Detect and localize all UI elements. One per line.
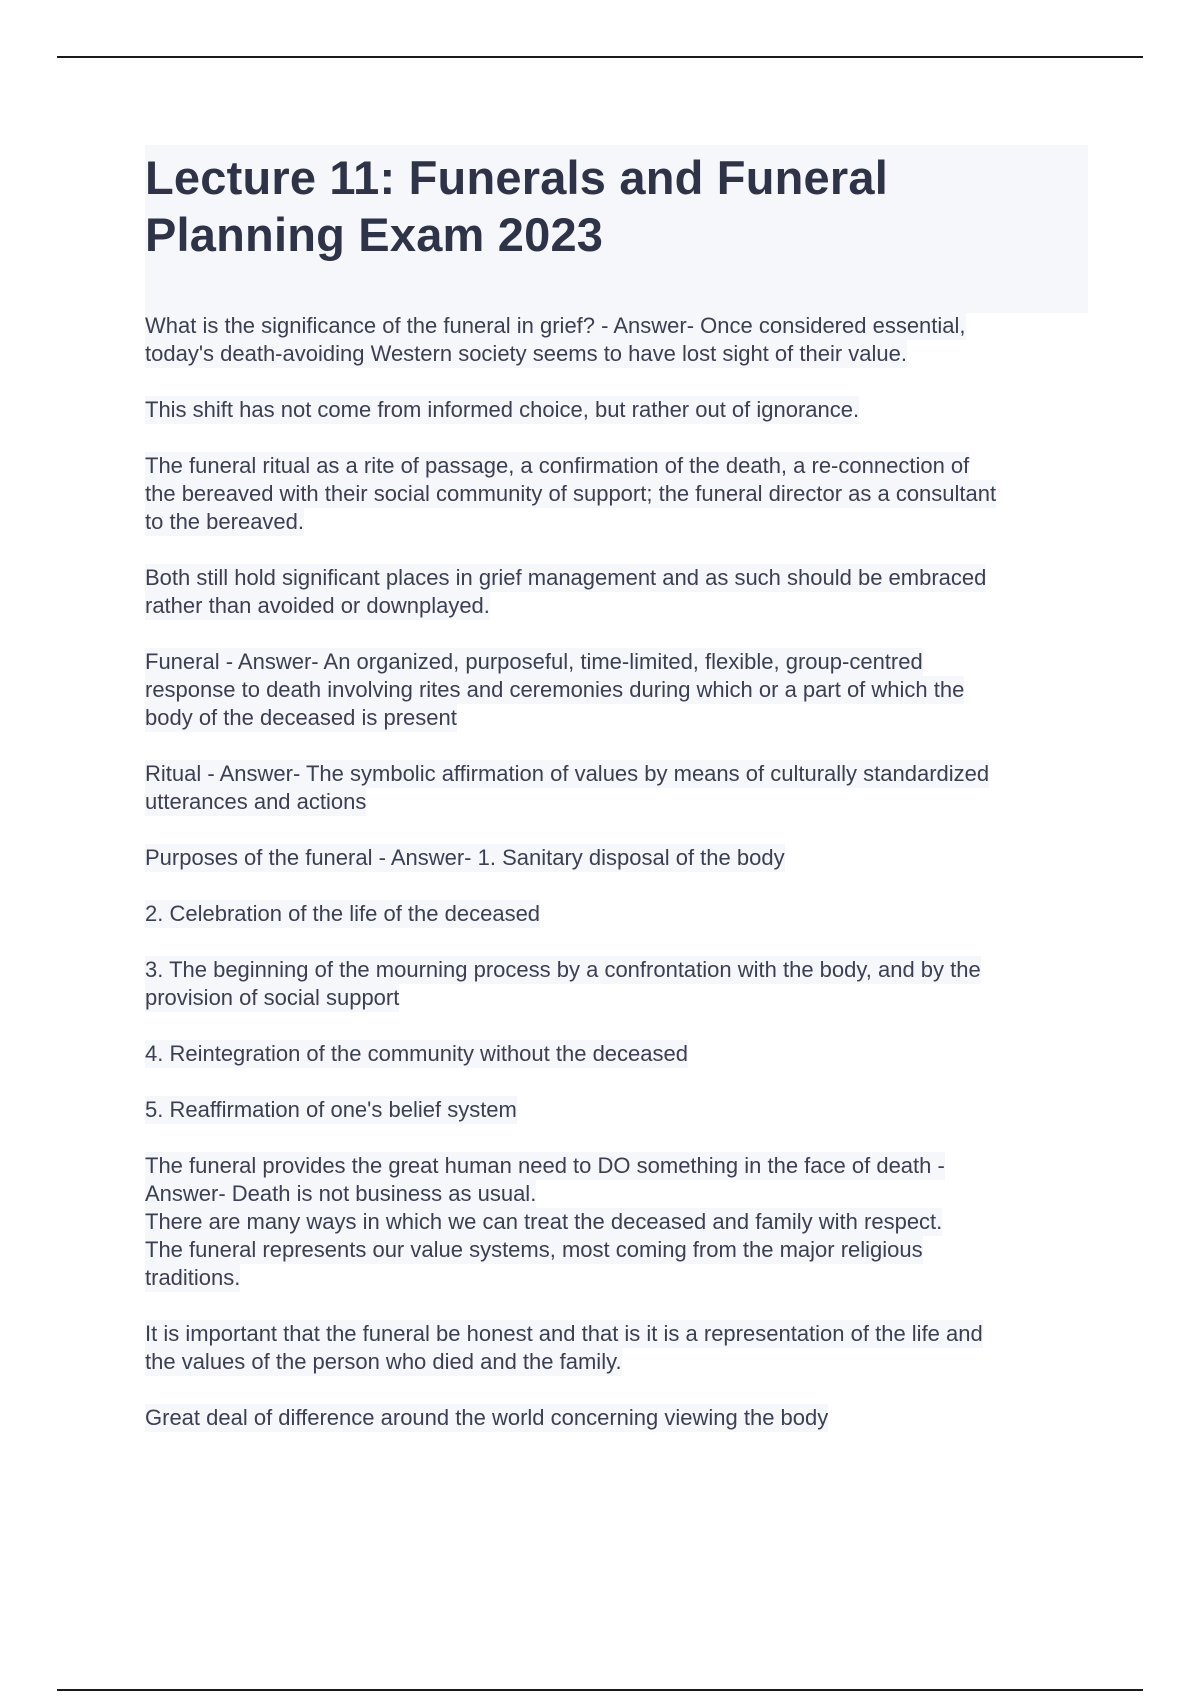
top-page-rule	[57, 56, 1143, 58]
paragraph-purpose-5	[145, 1096, 1095, 1124]
title-line: Planning Exam 2023	[145, 208, 604, 261]
text-line: This shift has not come from informed choice, but rather out of ignorance.	[145, 397, 860, 422]
document-body	[145, 312, 1095, 1460]
paragraph-viewing-body	[145, 1404, 1095, 1432]
text-line: Purposes of the funeral - Answer- 1. Sanitary disposal of the body	[145, 845, 785, 870]
text-line: 5. Reaffirmation of one's belief system	[145, 1097, 517, 1122]
text-line: 3. The beginning of the mourning process by a confrontation with the body, and by the	[145, 957, 981, 982]
text-line: to the bereaved.	[145, 509, 305, 534]
text-line: Funeral - Answer- An organized, purposeful, time-limited, flexible, group-centred	[145, 649, 923, 674]
paragraph-significance	[145, 312, 1095, 368]
paragraph-shift	[145, 396, 1095, 424]
paragraph-ritual-passage	[145, 452, 1095, 536]
paragraph-purpose-4	[145, 1040, 1095, 1068]
text-line: today's death-avoiding Western society seems to have lost sight of their value.	[145, 341, 907, 366]
text-line: The funeral ritual as a rite of passage, a confirmation of the death, a re-connection of	[145, 453, 970, 478]
text-line: The funeral provides the great human need to DO something in the face of death -	[145, 1153, 945, 1178]
text-line: There are many ways in which we can treat the deceased and family with respect.	[145, 1209, 943, 1234]
text-line: utterances and actions	[145, 789, 367, 814]
text-line: 4. Reintegration of the community without the deceased	[145, 1041, 688, 1066]
title-line: Lecture 11: Funerals and Funeral	[145, 151, 888, 204]
text-line: It is important that the funeral be honest and that is it is a representation of the life and	[145, 1321, 983, 1346]
paragraph-ritual-definition	[145, 760, 1095, 816]
paragraph-grief-management	[145, 564, 1095, 620]
paragraph-honest-funeral	[145, 1320, 1095, 1376]
text-line: Great deal of difference around the world concerning viewing the body	[145, 1405, 829, 1430]
text-line: What is the significance of the funeral in grief? - Answer- Once considered essential,	[145, 313, 966, 338]
paragraph-purpose-2	[145, 900, 1095, 928]
text-line: Ritual - Answer- The symbolic affirmation of values by means of culturally standardized	[145, 761, 990, 786]
paragraph-funeral-definition	[145, 648, 1095, 732]
text-line: the values of the person who died and the family.	[145, 1349, 622, 1374]
paragraph-purposes	[145, 844, 1095, 872]
title-block	[145, 145, 1088, 313]
text-line: provision of social support	[145, 985, 400, 1010]
bottom-page-rule	[57, 1689, 1143, 1691]
page-title	[145, 149, 1088, 263]
paragraph-purpose-3	[145, 956, 1095, 1012]
text-line: Both still hold significant places in grief management and as such should be embraced	[145, 565, 987, 590]
paragraph-do-something	[145, 1152, 1095, 1292]
text-line: response to death involving rites and ceremonies during which or a part of which the	[145, 677, 965, 702]
text-line: rather than avoided or downplayed.	[145, 593, 490, 618]
text-line: Answer- Death is not business as usual.	[145, 1181, 537, 1206]
text-line: body of the deceased is present	[145, 705, 457, 730]
text-line: The funeral represents our value systems, most coming from the major religious	[145, 1237, 923, 1262]
text-line: 2. Celebration of the life of the deceased	[145, 901, 541, 926]
text-line: traditions.	[145, 1265, 241, 1290]
text-line: the bereaved with their social community of support; the funeral director as a consultant	[145, 481, 997, 506]
